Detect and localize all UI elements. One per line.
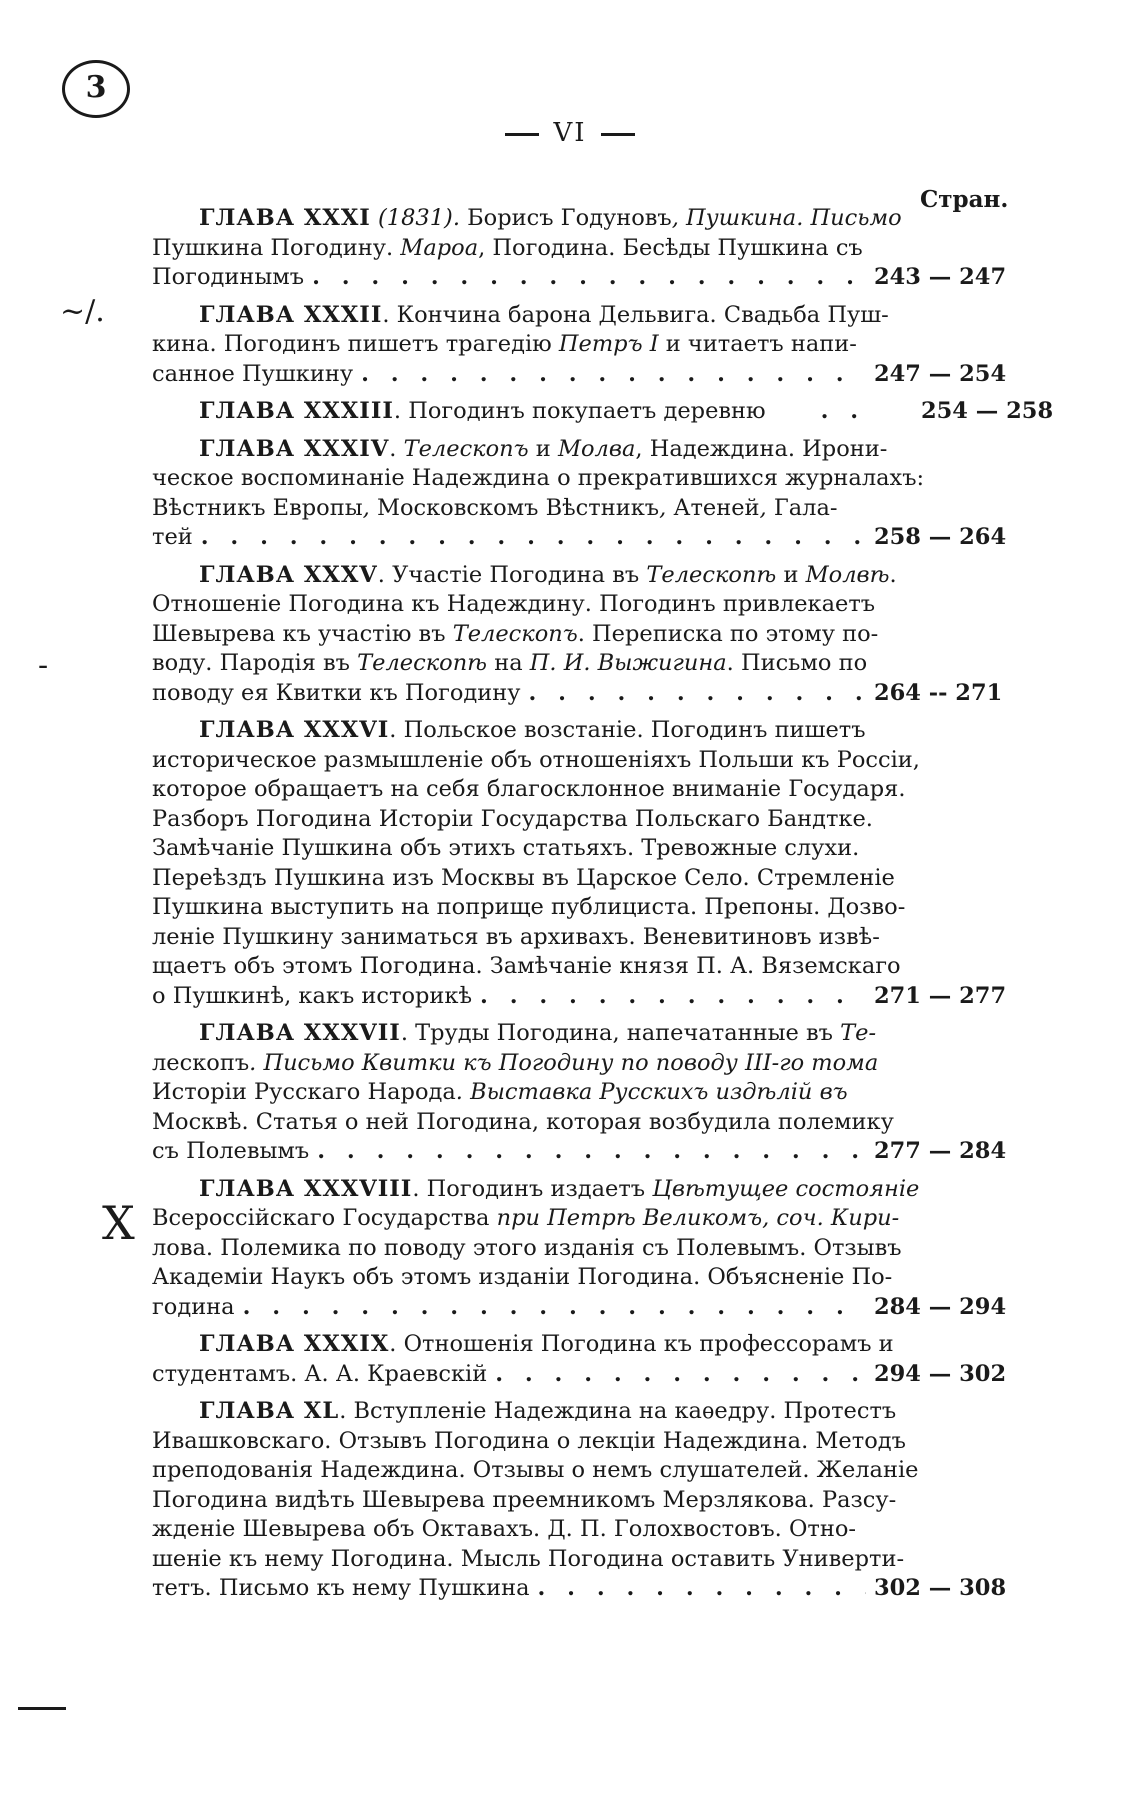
page-number-dash-right	[601, 133, 635, 136]
entry-text: , Погодина. Бесѣды Пушкина съ	[478, 234, 863, 261]
entry-line	[152, 464, 1004, 494]
entry-line	[152, 1486, 1004, 1516]
dot-leader	[774, 397, 866, 427]
entry-text: Разборъ Погодина Исторіи Государства Польскаго Бандтке.	[152, 805, 873, 832]
entry-text: . Письмо по	[726, 650, 868, 676]
entry-line	[152, 746, 1004, 776]
chapter-label: ГЛАВА XXXVI	[199, 717, 390, 743]
entry-last-line	[152, 1574, 1007, 1604]
entry-text: .	[889, 561, 897, 588]
entry-text: и	[776, 561, 806, 588]
entry-text: леніе Пушкину заниматься въ архивахъ. Веневитиновъ извѣ-	[152, 923, 880, 950]
entry-text: . Участіе Погодина въ	[377, 561, 647, 588]
entry-text: щаетъ объ этомъ Погодина. Замѣчаніе князя П. А. Вяземскаго	[152, 953, 901, 979]
page-range: 284 — 294	[874, 1293, 1007, 1320]
entry-line	[152, 775, 1004, 805]
entry-text: поводу ея Квитки къ Погодину	[152, 679, 521, 706]
entry-text: Москвѣ. Статья о ней Погодина, которая возбудила полемику	[152, 1108, 894, 1135]
entry-text: студентамъ. А. А. Краевскій	[152, 1360, 488, 1387]
toc-entry	[152, 1397, 1007, 1604]
entry-text: . Погодинъ покупаетъ деревню	[393, 398, 766, 424]
entry-text: Академіи Наукъ объ этомъ изданіи Погодина. Объясненіе По-	[152, 1264, 893, 1290]
entry-line	[152, 301, 1004, 331]
dot-leader	[529, 679, 866, 709]
entry-line	[152, 1204, 1004, 1234]
edge-ink-line	[18, 1707, 66, 1710]
entry-last-text-group	[152, 1293, 235, 1323]
toc-entry	[152, 435, 1007, 553]
entry-text: которое обращаетъ на себя благосклонное вниманіе Государя.	[152, 776, 906, 802]
toc-entry	[152, 1019, 1007, 1167]
entry-last-line	[152, 679, 1004, 709]
chapter-label: ГЛАВА XL	[199, 1398, 340, 1424]
toc-entry	[152, 1175, 1007, 1323]
table-of-contents	[152, 204, 1054, 1612]
entry-text: санное Пушкину	[152, 360, 354, 387]
chapter-label: ГЛАВА XXXVII	[199, 1020, 401, 1046]
dot-leader	[537, 1574, 866, 1604]
entry-line	[152, 1078, 1004, 1108]
entry-text: .	[389, 435, 404, 462]
entry-text: шеніе къ нему Погодина. Мысль Погодина оставить Универти-	[152, 1545, 905, 1572]
entry-last-text-group	[152, 679, 521, 709]
entry-line	[152, 1545, 1004, 1575]
toc-entry	[152, 204, 1007, 293]
entry-last-line	[152, 360, 1007, 390]
entry-text: Вѣстникъ Европы	[152, 494, 363, 521]
entry-text: и	[528, 435, 558, 462]
entry-last-line	[152, 1137, 1007, 1167]
title-italic: ,	[659, 494, 674, 521]
entry-text: , Надеждина. Ирони-	[635, 435, 888, 462]
entry-line	[152, 1234, 1004, 1264]
entry-line	[152, 1515, 1004, 1545]
title-italic: Телескопѣ	[646, 561, 777, 588]
entry-last-line	[152, 263, 1007, 293]
entry-line	[152, 330, 1004, 360]
entry-text: историческое размышленіе объ отношеніяхъ Польши къ Россіи,	[152, 746, 920, 773]
page-number	[0, 118, 1140, 148]
entry-text: съ Полевымъ	[152, 1138, 310, 1164]
entry-line	[152, 561, 1004, 591]
entry-text: Погодина видѣть Шевырева преемникомъ Мерзлякова. Разсу-	[152, 1486, 897, 1513]
entry-text: тей	[152, 524, 193, 550]
entry-text: Шевырева къ участію въ	[152, 620, 453, 647]
entry-line	[152, 1456, 1004, 1486]
entry-line	[152, 234, 1004, 264]
title-italic: Телескопѣ	[357, 650, 488, 676]
dot-leader	[201, 523, 866, 553]
entry-text: Борисъ Годуновъ	[467, 205, 672, 231]
margin-check-mark: ~/.	[60, 294, 105, 329]
entry-last-text-group	[152, 523, 193, 553]
title-italic: Петръ I	[558, 331, 659, 357]
dot-leader	[495, 1360, 866, 1390]
page-range: 247 — 254	[874, 360, 1007, 387]
title-italic: Молва	[557, 435, 636, 462]
page-number-dash-left	[505, 133, 539, 136]
entry-text: Ивашковскаго. Отзывъ Погодина о лекціи Надеждина. Методъ	[152, 1427, 906, 1454]
entry-line	[152, 1330, 1004, 1360]
page-range: 243 — 247	[874, 264, 1007, 290]
chapter-label: ГЛАВА XXXI	[199, 205, 371, 231]
title-italic: при Петрѣ Великомъ, соч. Кири-	[489, 1205, 900, 1231]
title-italic: (1831).	[370, 205, 468, 231]
entry-last-text-group	[152, 1137, 309, 1167]
chapter-label: ГЛАВА XXXVIII	[199, 1175, 413, 1202]
page-range: 258 — 264	[874, 524, 1007, 550]
title-italic: . Письмо Квитки къ Погодину по поводу III-го тома	[249, 1049, 879, 1076]
entry-line	[152, 204, 1004, 234]
entry-line	[152, 923, 1004, 953]
entry-last-line	[152, 1293, 1007, 1323]
chapter-label: ГЛАВА XXXIX	[199, 1331, 390, 1357]
entry-text: лова. Полемика по поводу этого изданія съ Полевымъ. Отзывъ	[152, 1234, 902, 1261]
chapter-label: ГЛАВА XXXII	[199, 301, 383, 328]
entry-last-text-group	[152, 1360, 487, 1390]
entry-text: воду. Пародія въ	[152, 650, 358, 676]
chapter-label: ГЛАВА XXXV	[199, 561, 378, 588]
entry-text: Гала-	[773, 494, 838, 521]
entry-text: . Переписка по этому по-	[577, 620, 879, 647]
entry-line	[152, 1019, 1004, 1049]
margin-cross-mark: X	[102, 1196, 135, 1250]
entry-last-text-group	[152, 263, 304, 293]
entry-text: тетъ. Письмо къ нему Пушкина	[152, 1575, 530, 1601]
title-italic: Телескопъ	[403, 435, 529, 462]
title-italic: Мароа	[400, 234, 479, 261]
entry-line	[152, 805, 1004, 835]
toc-entry	[152, 1330, 1007, 1389]
entry-text: ческое воспоминаніе Надеждина о прекратившихся журналахъ:	[152, 465, 925, 491]
entry-line	[152, 1427, 1004, 1457]
dot-leader	[361, 360, 866, 390]
entry-text: на	[487, 650, 530, 676]
entry-line	[152, 1397, 1004, 1427]
title-italic: Телескопъ	[452, 620, 578, 647]
title-italic: П. И. Выжигина	[529, 650, 727, 676]
entry-line	[152, 620, 1004, 650]
entry-text: Всероссійскаго Государства	[152, 1205, 490, 1231]
entry-text: година	[152, 1293, 235, 1320]
entry-text: и читаетъ напи-	[658, 331, 857, 357]
entry-text: . Погодинъ издаетъ	[412, 1175, 653, 1202]
entry-line	[152, 494, 1004, 524]
entry-text: лескопъ	[152, 1049, 250, 1076]
page-range: 302 — 308	[874, 1575, 1007, 1601]
dot-leader	[312, 263, 866, 293]
entry-line	[152, 716, 1004, 746]
entry-text: Московскомъ Вѣстникъ	[376, 494, 660, 521]
entry-text: Замѣчаніе Пушкина объ этихъ статьяхъ. Тревожные слухи.	[152, 835, 860, 861]
chapter-label: ГЛАВА XXXIII	[199, 398, 394, 424]
entry-text: . Вступленіе Надеждина на каѳедру. Протестъ	[339, 1398, 897, 1424]
entry-line	[152, 649, 1004, 679]
entry-text: жденіе Шевырева объ Октавахъ. Д. П. Голохвостовъ. Отно-	[152, 1516, 856, 1542]
entry-last-line	[152, 397, 1054, 427]
title-italic: ,	[362, 494, 377, 521]
entry-text: Атеней	[673, 494, 760, 521]
title-italic: ,	[759, 494, 774, 521]
dot-leader	[243, 1293, 866, 1323]
entry-last-text-group	[152, 397, 766, 427]
entry-line	[152, 1175, 1004, 1205]
margin-dash-mark: -	[38, 648, 49, 683]
entry-last-text-group	[152, 360, 353, 390]
chapter-label: ГЛАВА XXXIV	[199, 435, 390, 462]
entry-line	[152, 590, 1004, 620]
entry-text: кина. Погодинъ пишетъ трагедію	[152, 331, 559, 357]
entry-line	[152, 864, 1004, 894]
entry-line	[152, 435, 1004, 465]
entry-text: Погодинымъ	[152, 264, 305, 290]
page-number-text: VI	[553, 118, 587, 148]
entry-line	[152, 952, 1004, 982]
pages-column-heading: Стран.	[920, 186, 1009, 213]
entry-text: Пушкина выступить на поприще публициста. Препоны. Дозво-	[152, 894, 906, 920]
title-italic: Цвѣтущее состояніе	[652, 1175, 920, 1202]
page-range: 294 — 302	[874, 1360, 1007, 1387]
entry-text: Переѣздъ Пушкина изъ Москвы въ Царское Село. Стремленіе	[152, 864, 895, 891]
page-range: 264 -- 271	[874, 679, 1003, 706]
toc-entry	[152, 397, 1054, 427]
entry-line	[152, 893, 1004, 923]
title-italic: , Пушкина. Письмо	[671, 205, 902, 231]
entry-text: . Отношенія Погодина къ профессорамъ и	[389, 1331, 894, 1357]
page-range: 277 — 284	[874, 1138, 1007, 1164]
entry-last-text-group	[152, 1574, 529, 1604]
title-italic: Те-	[840, 1020, 877, 1046]
dot-leader	[480, 982, 866, 1012]
page-range: 254 — 258	[921, 398, 1054, 424]
entry-line	[152, 834, 1004, 864]
entry-text: о Пушкинѣ, какъ историкѣ	[152, 982, 473, 1009]
title-italic: Молвѣ	[805, 561, 890, 588]
entry-last-line	[152, 1360, 1007, 1390]
page-range: 271 — 277	[874, 982, 1007, 1009]
dot-leader	[317, 1137, 866, 1167]
toc-entry	[152, 716, 1007, 1011]
title-italic: . Выставка Русскихъ издѣлій въ	[455, 1079, 848, 1105]
entry-text: . Польское возстаніе. Погодинъ пишетъ	[389, 717, 866, 743]
toc-entry	[152, 301, 1007, 390]
corner-ink-mark: 3	[62, 60, 130, 118]
entry-text: Пушкина Погодину.	[152, 234, 401, 261]
entry-line	[152, 1049, 1004, 1079]
entry-text: Отношеніе Погодина къ Надеждину. Погодинъ привлекаетъ	[152, 591, 876, 617]
entry-line	[152, 1263, 1004, 1293]
entry-text: преподованія Надеждина. Отзывы о немъ слушателей. Желаніе	[152, 1457, 919, 1483]
entry-text: Исторіи Русскаго Народа	[152, 1079, 456, 1105]
entry-last-line	[152, 523, 1007, 553]
entry-text: . Кончина барона Дельвига. Свадьба Пуш-	[382, 301, 889, 328]
entry-last-line	[152, 982, 1007, 1012]
entry-line	[152, 1108, 1004, 1138]
entry-last-text-group	[152, 982, 472, 1012]
toc-entry	[152, 561, 1004, 709]
entry-text: . Труды Погодина, напечатанные въ	[400, 1020, 841, 1046]
